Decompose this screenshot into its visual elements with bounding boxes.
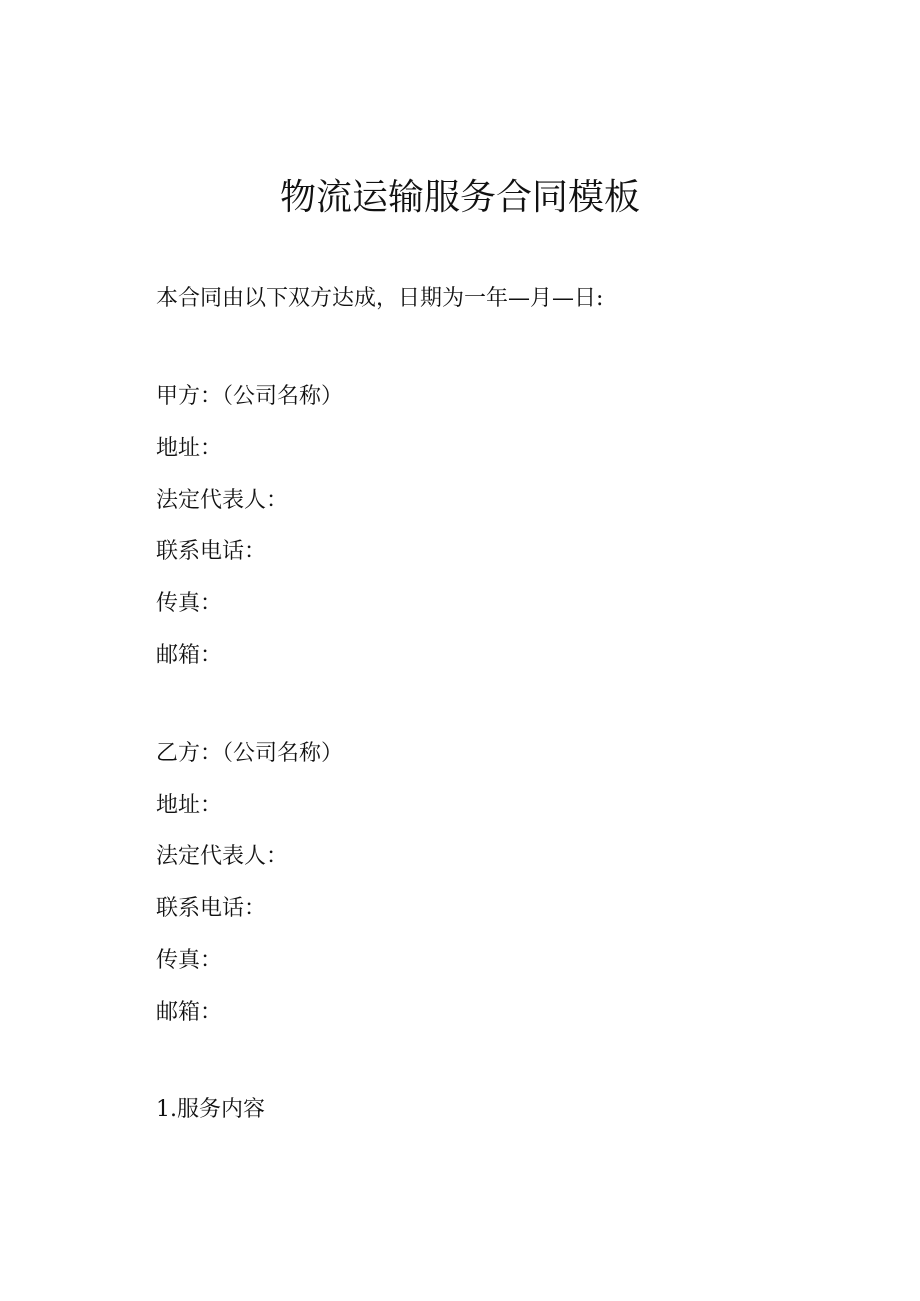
party-a-email: 邮箱： [156,643,223,668]
document-title: 物流运输服务合同模板 [279,177,640,218]
section-heading-service-content: 1.服务内容 [156,1097,265,1122]
party-a-fax: 传真： [156,591,223,616]
contract-intro: 本合同由以下双方达成，日期为一年—月—日: [156,286,604,311]
party-b-fax: 传真： [156,948,223,973]
party-b-address: 地址： [156,793,223,818]
party-b-legal-rep: 法定代表人： [156,844,289,869]
party-b-phone: 联系电话： [156,896,267,921]
party-a-phone: 联系电话： [156,539,267,564]
party-a-legal-rep: 法定代表人： [156,488,289,513]
party-a-name: 甲方：（公司名称） [156,384,344,409]
party-a-address: 地址： [156,436,223,461]
party-b-email: 邮箱： [156,1000,223,1025]
party-b-name: 乙方：（公司名称） [156,741,344,766]
